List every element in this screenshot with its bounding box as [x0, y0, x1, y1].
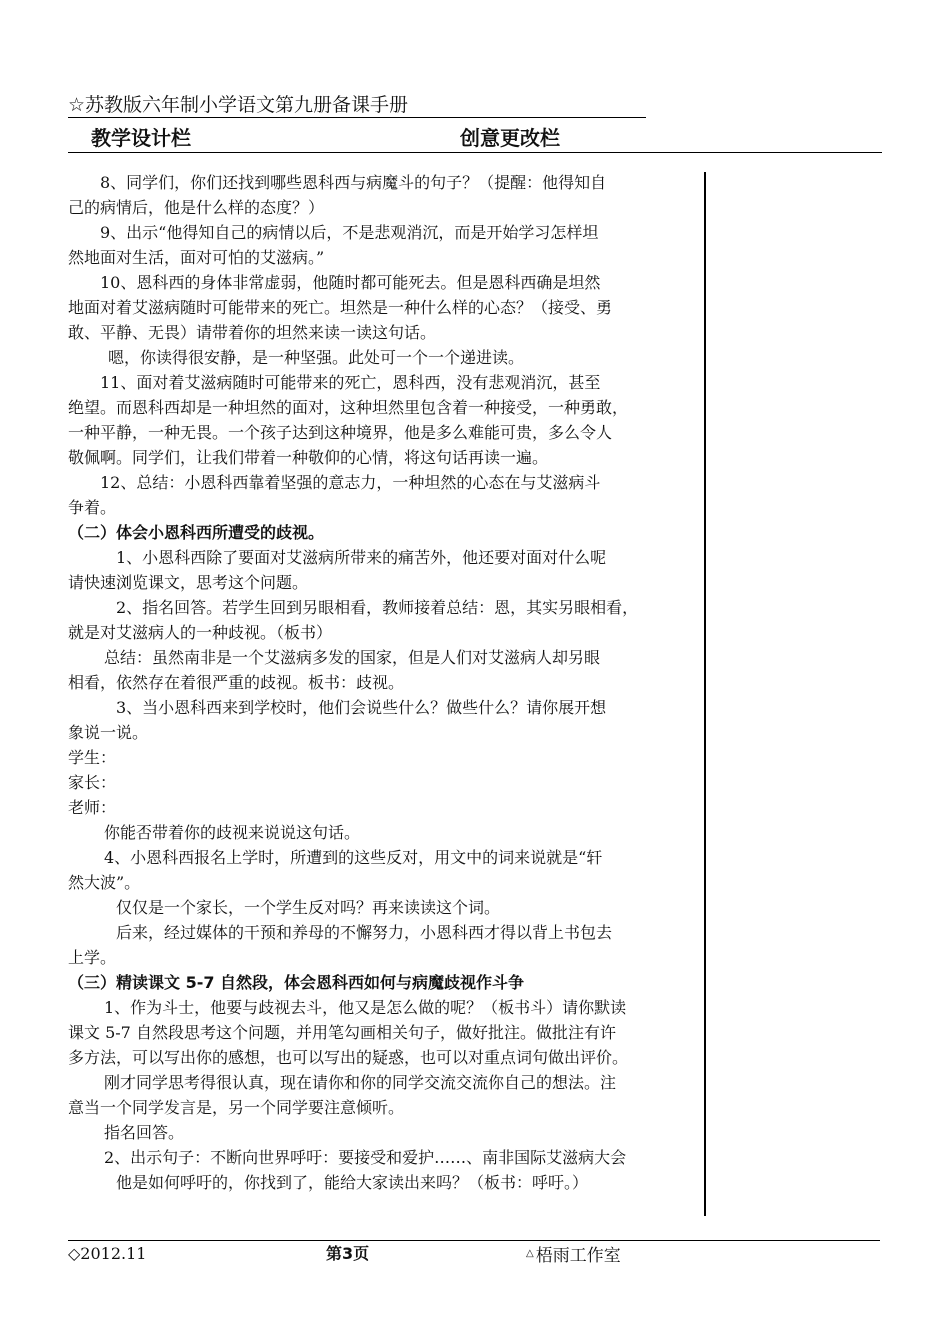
- text-line: 敬佩啊。同学们，让我们带着一种敬仰的心情，将这句话再读一遍。: [68, 448, 549, 467]
- text-line: 仅仅是一个家长，一个学生反对吗？再来读读这个词。: [116, 898, 501, 917]
- text-line: 绝望。而恩科西却是一种坦然的面对，这种坦然里包含着一种接受，一种勇敢，: [68, 398, 629, 417]
- text-line: 象说一说。: [68, 723, 149, 742]
- text-line: 4、小恩科西报名上学时，所遭到的这些反对，用文中的词来说就是“轩: [104, 848, 603, 867]
- triangle-icon: △: [526, 1248, 534, 1259]
- text-line: 课文 5-7 自然段思考这个问题，并用笔勾画相关句子，做好批注。做批注有许: [68, 1023, 616, 1042]
- text-line: 就是对艾滋病人的一种歧视。（板书）: [68, 623, 333, 642]
- text-line: 后来，经过媒体的干预和养母的不懈努力，小恩科西才得以背上书包去: [116, 923, 613, 942]
- section-heading: （三）精读课文 5-7 自然段，体会恩科西如何与病魔歧视作斗争: [68, 973, 525, 992]
- text-line: 他是如何呼吁的，你找到了，能给大家读出来吗？（板书：呼吁。）: [116, 1173, 589, 1192]
- text-line: 己的病情后，他是什么样的态度？）: [68, 198, 325, 217]
- text-line: 家长：: [68, 773, 117, 792]
- text-line: 敢、平静、无畏）请带着你的坦然来读一读这句话。: [68, 323, 437, 342]
- text-line: 上学。: [68, 948, 117, 967]
- footer-rule: [68, 1240, 880, 1241]
- text-line: 一种平静，一种无畏。一个孩子达到这种境界，他是多么难能可贵，多么令人: [68, 423, 613, 442]
- document-title: ☆苏教版六年制小学语文第九册备课手册: [68, 94, 646, 118]
- text-line: 3、当小恩科西来到学校时，他们会说些什么？做些什么？请你展开想: [116, 698, 607, 717]
- text-line: 2、指名回答。若学生回到另眼相看，教师接着总结：恩，其实另眼相看，: [116, 598, 639, 617]
- teaching-design-column-title: 教学设计栏: [91, 126, 191, 150]
- text-line: 嗯，你读得很安静，是一种坚强。此处可一个一个递进读。: [108, 348, 525, 367]
- text-line: 总结：虽然南非是一个艾滋病多发的国家，但是人们对艾滋病人却另眼: [104, 648, 601, 667]
- text-line: 1、作为斗士，他要与歧视去斗，他又是怎么做的呢？（板书斗）请你默读: [104, 998, 627, 1017]
- text-line: 学生：: [68, 748, 117, 767]
- text-line: 刚才同学思考得很认真，现在请你和你的同学交流交流你自己的想法。注: [104, 1073, 617, 1092]
- footer-studio: [526, 1243, 621, 1267]
- text-line: 请快速浏览课文，思考这个问题。: [68, 573, 309, 592]
- text-line: 1、小恩科西除了要面对艾滋病所带来的痛苦外，他还要对面对什么呢: [116, 548, 607, 567]
- text-line: 12、总结：小恩科西靠着坚强的意志力，一种坦然的心态在与艾滋病斗: [100, 473, 601, 492]
- text-line: 然大波”。: [68, 873, 141, 892]
- text-line: 争着。: [68, 498, 117, 517]
- footer-date: ◇2012.11: [68, 1244, 147, 1263]
- text-line: 8、同学们，你们还找到哪些恩科西与病魔斗的句子？（提醒：他得知自: [100, 173, 607, 192]
- text-line: 11、面对着艾滋病随时可能带来的死亡，恩科西，没有悲观消沉，甚至: [100, 373, 601, 392]
- text-line: 2、出示句子：不断向世界呼吁：要接受和爱护……、南非国际艾滋病大会: [104, 1148, 627, 1167]
- text-line: 地面对着艾滋病随时可能带来的死亡。坦然是一种什么样的心态？（接受、勇: [68, 298, 613, 317]
- text-line: 然地面对生活，面对可怕的艾滋病。”: [68, 248, 325, 267]
- text-line: 多方法，可以写出你的感想，也可以写出的疑惑，也可以对重点词句做出评价。: [68, 1048, 629, 1067]
- text-line: 老师：: [68, 798, 117, 817]
- header-rule: [68, 152, 882, 153]
- lesson-content: [68, 170, 706, 1195]
- studio-name: 梧雨工作室: [535, 1246, 621, 1266]
- section-heading: （二）体会小恩科西所遭受的歧视。: [68, 523, 325, 542]
- creative-revision-column-title: 创意更改栏: [460, 126, 560, 150]
- text-line: 9、出示“他得知自己的病情以后，不是悲观消沉，而是开始学习怎样坦: [100, 223, 599, 242]
- text-line: 相看，依然存在着很严重的歧视。板书：歧视。: [68, 673, 405, 692]
- text-line: 10、恩科西的身体非常虚弱，他随时都可能死去。但是恩科西确是坦然: [100, 273, 601, 292]
- page-number: 第3页: [326, 1244, 370, 1263]
- text-line: 你能否带着你的歧视来说说这句话。: [104, 823, 361, 842]
- text-line: 意当一个同学发言是，另一个同学要注意倾听。: [68, 1098, 405, 1117]
- text-line: 指名回答。: [104, 1123, 185, 1142]
